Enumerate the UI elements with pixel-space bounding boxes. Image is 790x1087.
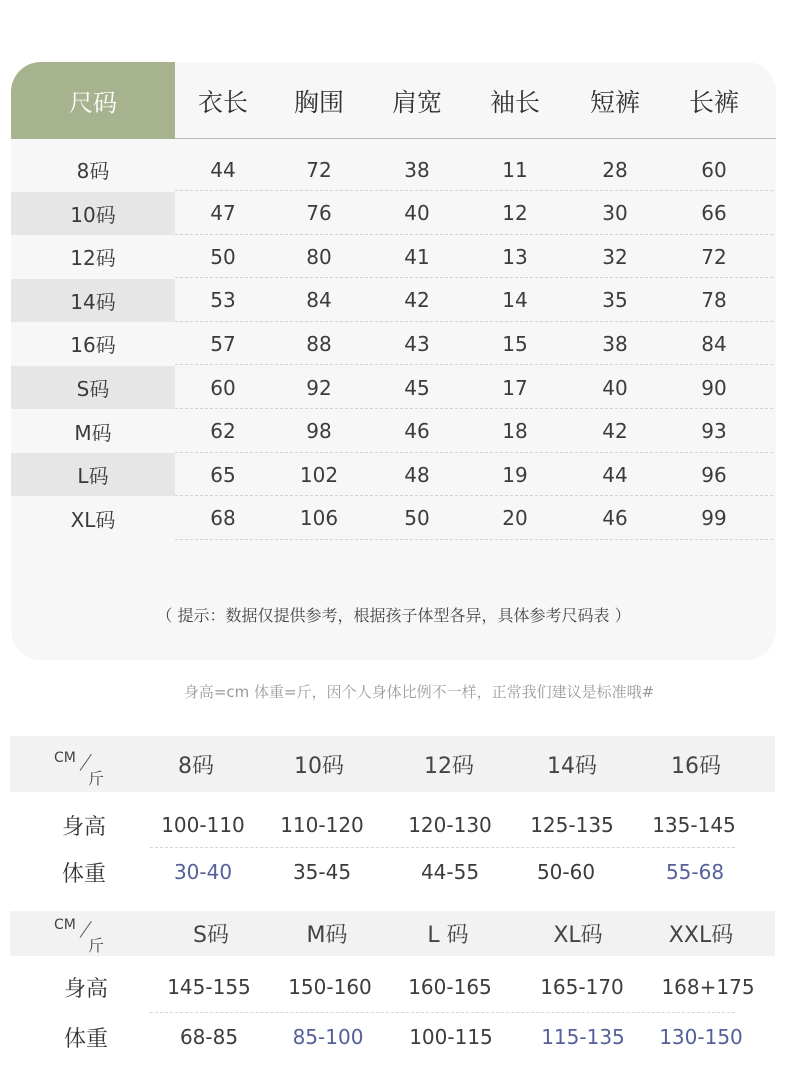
row-divider	[150, 847, 735, 848]
cell-sleeve: 13	[502, 244, 528, 269]
cell-shoulder: 43	[404, 331, 430, 356]
size-cell: M码	[74, 420, 112, 445]
row-divider	[175, 539, 773, 540]
table-row	[11, 192, 776, 235]
cell-shoulder: 40	[404, 201, 430, 226]
body-chart-header	[10, 736, 775, 792]
cell-shoulder: 50	[404, 506, 430, 531]
cell-shoulder: 46	[404, 419, 430, 444]
cell-shorts: 38	[602, 331, 628, 356]
size-heading: 14码	[547, 753, 597, 779]
cell-chest: 84	[306, 288, 332, 313]
weight-value: 35-45	[292, 860, 352, 884]
body-chart-kids	[10, 736, 775, 906]
cell-trousers: 93	[701, 419, 727, 444]
size-cell: 12码	[70, 246, 116, 271]
unit-jin: 斤	[88, 769, 105, 788]
cell-chest: 88	[306, 331, 332, 356]
table-row	[11, 235, 776, 278]
weight-row	[10, 1015, 775, 1059]
cell-trousers: 99	[701, 506, 727, 531]
size-heading: S码	[193, 923, 229, 948]
cell-shoulder: 45	[404, 375, 430, 400]
cell-shorts: 32	[602, 244, 628, 269]
size-heading: 10码	[294, 753, 344, 779]
height-value: 125-135	[530, 813, 614, 837]
cell-chest: 80	[306, 244, 332, 269]
body-chart-adult	[10, 911, 775, 1081]
cell-sleeve: 20	[502, 506, 528, 531]
size-heading: XXL码	[668, 923, 734, 948]
cell-length: 68	[210, 506, 236, 531]
cell-shorts: 30	[602, 201, 628, 226]
weight-value: 85-100	[292, 1025, 364, 1049]
cell-length: 65	[210, 462, 236, 487]
size-tip: （ 提示：数据仅提供参考，根据孩子体型各异，具体参考尺码表 ）	[156, 606, 631, 625]
unit-cm: CM	[54, 750, 76, 766]
cell-length: 57	[210, 331, 236, 356]
size-column-header: 尺码	[11, 62, 175, 139]
cell-chest: 102	[299, 462, 339, 487]
header-length: 衣长	[197, 87, 248, 117]
cell-length: 62	[210, 419, 236, 444]
cell-sleeve: 14	[502, 288, 528, 313]
cell-sleeve: 18	[502, 419, 528, 444]
header-sleeve: 袖长	[489, 87, 540, 117]
size-heading: M码	[306, 923, 348, 948]
cell-chest: 98	[306, 419, 332, 444]
cell-shoulder: 41	[404, 244, 430, 269]
weight-value: 68-85	[179, 1025, 239, 1049]
height-value: 135-145	[652, 813, 736, 837]
table-row	[11, 366, 776, 409]
cell-trousers: 78	[701, 288, 727, 313]
weight-label: 体重	[63, 1026, 108, 1052]
height-value: 150-160	[288, 975, 372, 999]
size-table	[11, 62, 776, 660]
cell-shorts: 28	[602, 157, 628, 182]
cell-chest: 106	[299, 506, 339, 531]
table-row	[11, 322, 776, 365]
size-cell: XL码	[70, 507, 116, 532]
table-row	[11, 279, 776, 322]
height-value: 165-170	[540, 975, 624, 999]
cell-trousers: 90	[701, 375, 727, 400]
cell-trousers: 96	[701, 462, 727, 487]
weight-value: 55-68	[665, 860, 725, 884]
height-value: 160-165	[408, 975, 492, 999]
cell-trousers: 66	[701, 201, 727, 226]
cell-trousers: 72	[701, 244, 727, 269]
size-cell: L码	[11, 453, 175, 496]
size-heading: 12码	[424, 753, 474, 779]
weight-row	[10, 850, 775, 894]
size-heading: 16码	[671, 753, 721, 779]
weight-value: 115-135	[541, 1025, 625, 1049]
header-shorts: 短裤	[589, 87, 640, 117]
unit-label	[54, 917, 110, 953]
height-value: 110-120	[280, 813, 364, 837]
height-value: 145-155	[167, 975, 251, 999]
height-label: 身高	[61, 814, 106, 840]
cell-trousers: 60	[701, 157, 727, 182]
size-table-header	[11, 62, 776, 139]
cell-length: 60	[210, 375, 236, 400]
unit-cm: CM	[54, 917, 76, 933]
weight-label: 体重	[61, 861, 106, 887]
unit-jin: 斤	[88, 936, 105, 955]
height-value: 120-130	[408, 813, 492, 837]
height-value: 100-110	[161, 813, 245, 837]
height-label: 身高	[63, 976, 108, 1002]
unit-note: 身高=cm 体重=斤，因个人身体比例不一样，正常我们建议是标准哦#	[183, 683, 655, 701]
cell-shorts: 44	[602, 462, 628, 487]
cell-chest: 72	[306, 157, 332, 182]
body-chart-header	[10, 911, 775, 956]
size-cell: 16码	[70, 333, 116, 358]
height-row	[10, 965, 775, 1009]
cell-chest: 76	[306, 201, 332, 226]
row-divider	[150, 1012, 735, 1013]
size-cell: 8码	[76, 159, 110, 183]
cell-sleeve: 15	[502, 331, 528, 356]
size-heading: 8码	[178, 753, 214, 779]
size-heading: XL码	[553, 923, 603, 948]
cell-shorts: 42	[602, 419, 628, 444]
cell-sleeve: 19	[502, 462, 528, 487]
cell-sleeve: 11	[502, 157, 528, 182]
size-cell: 10码	[11, 192, 175, 235]
cell-shoulder: 38	[404, 157, 430, 182]
cell-length: 53	[210, 288, 236, 313]
header-trousers: 长裤	[688, 87, 739, 117]
cell-shorts: 35	[602, 288, 628, 313]
size-heading: L 码	[427, 923, 469, 948]
table-row	[11, 497, 776, 540]
cell-shorts: 40	[602, 375, 628, 400]
unit-label	[54, 750, 110, 786]
cell-length: 50	[210, 244, 236, 269]
cell-length: 44	[210, 157, 236, 182]
table-row	[11, 453, 776, 496]
cell-sleeve: 12	[502, 201, 528, 226]
height-value: 168+175	[661, 975, 755, 999]
cell-sleeve: 17	[502, 375, 528, 400]
table-row	[11, 148, 776, 191]
cell-shoulder: 48	[404, 462, 430, 487]
height-row	[10, 803, 775, 847]
cell-chest: 92	[306, 375, 332, 400]
header-divider	[175, 138, 776, 139]
cell-shoulder: 42	[404, 288, 430, 313]
size-cell: S码	[11, 366, 175, 409]
size-cell: 14码	[11, 279, 175, 322]
weight-value: 130-150	[659, 1025, 743, 1049]
table-row	[11, 410, 776, 453]
weight-value: 44-55	[420, 860, 480, 884]
weight-value: 100-115	[409, 1025, 493, 1049]
cell-shorts: 46	[602, 506, 628, 531]
cell-length: 47	[210, 201, 236, 226]
weight-value: 30-40	[173, 860, 233, 884]
header-shoulder: 肩宽	[391, 87, 442, 117]
weight-value: 50-60	[536, 860, 596, 884]
cell-trousers: 84	[701, 331, 727, 356]
header-chest: 胸围	[293, 87, 344, 117]
